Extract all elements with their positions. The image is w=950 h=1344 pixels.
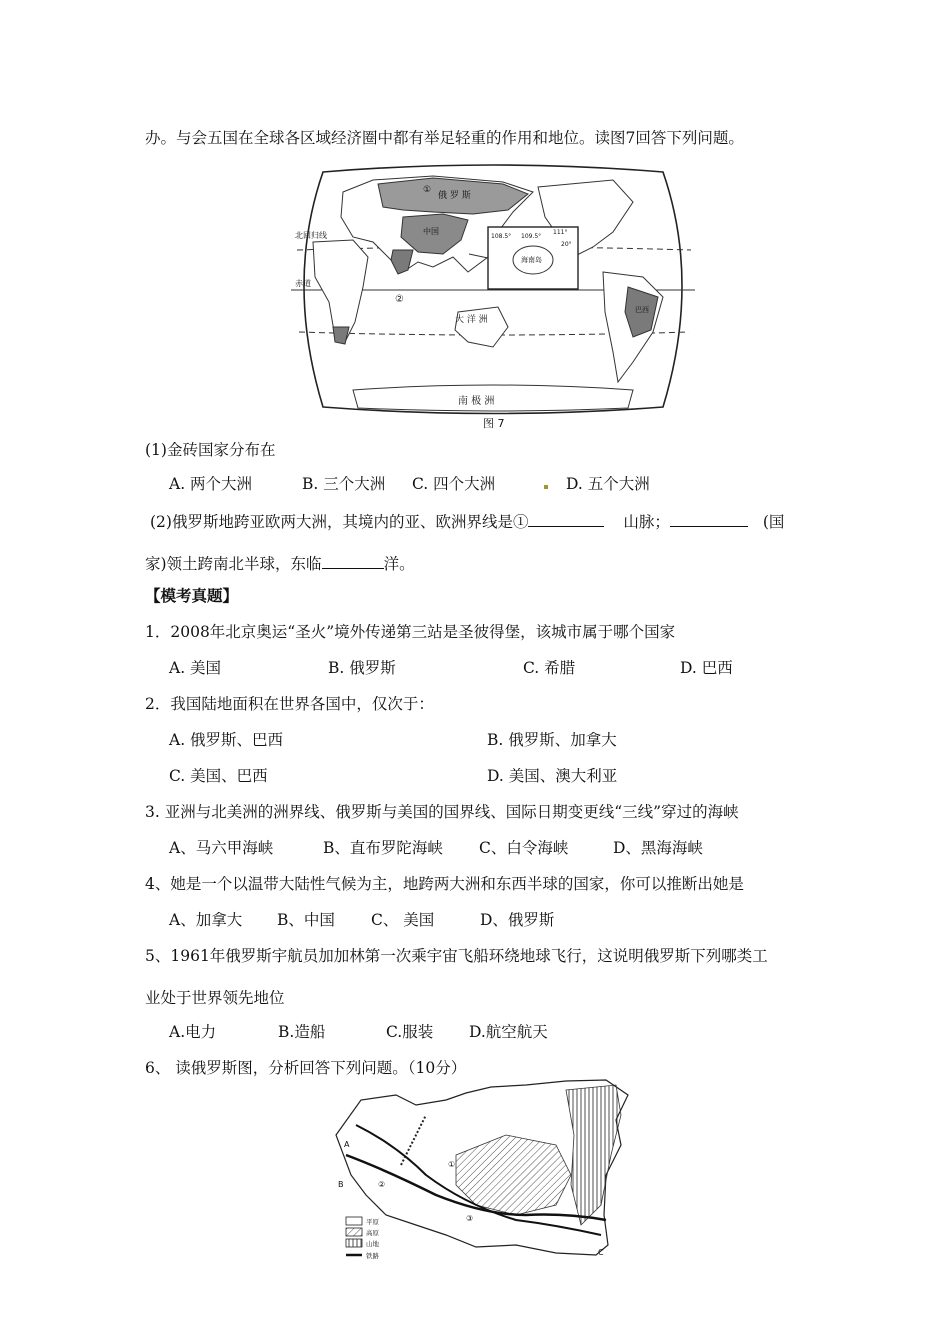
section-title: 【模考真题】 [145,586,239,605]
q2-part2: 山脉； [623,513,670,531]
q1-option-c: C. 四个大洲 [412,475,496,493]
mq5-option-b: B.造船 [278,1023,326,1041]
q2-part1: (2)俄罗斯地跨亚欧两大洲，其境内的亚、欧洲界线是① [150,513,529,531]
mq1-option-c: C. 希腊 [523,659,576,677]
q1-option-d: D. 五个大洲 [566,475,650,493]
label-inset-lng3: 111° [553,229,568,236]
intro-line: 办。与会五国在全球各区域经济圈中都有举足轻重的作用和地位。读图7回答下列问题。 [145,129,744,147]
mq5-option-a: A.电力 [169,1023,217,1041]
mq1-option-b: B. 俄罗斯 [328,659,396,677]
q1-option-a: A. 两个大洲 [169,475,253,493]
mq5-stem-line2: 业处于世界领先地位 [145,989,285,1007]
mq4-option-b: B、中国 [277,911,335,929]
legend-mountain-swatch [346,1239,362,1247]
q2-part4: 家)领土跨南北半球，东临 [145,555,322,573]
label-russia: 俄 罗 斯 [438,191,471,201]
mq1-stem: 1．2008年北京奥运“圣火”境外传递第三站是圣彼得堡，该城市属于哪个国家 [145,623,676,641]
label-antarctica: 南 极 洲 [458,396,495,407]
label-m1: ① [448,1160,456,1169]
label-b: B [338,1180,344,1189]
mq5-stem-line1: 5、1961年俄罗斯宇航员加加林第一次乘宇宙飞船环绕地球飞行，这说明俄罗斯下列哪类工 [145,947,768,965]
label-pacific: 大 洋 洲 [455,315,488,325]
label-hainan: 海南岛 [521,256,542,264]
label-m3: ③ [466,1214,474,1223]
legend-plateau-swatch [346,1228,362,1236]
q2-blank-2 [670,510,748,527]
map-caption: 图 7 [483,417,505,430]
label-mark1: ① [423,185,432,195]
mq5-option-c: C.服装 [386,1023,434,1041]
mq4-option-a: A、加拿大 [169,911,243,929]
q2-part3: (国 [762,513,785,531]
mq3-option-c: C、白令海峡 [479,839,569,857]
mq3-stem: 3. 亚洲与北美洲的洲界线、俄罗斯与美国的国界线、国际日期变更线“三线”穿过的海峡 [145,803,739,821]
label-m2: ② [378,1180,386,1189]
mq2-option-a: A. 俄罗斯、巴西 [169,731,284,749]
label-a: A [344,1140,350,1149]
q2-blank-3 [322,552,384,569]
q2-part5: 洋。 [383,555,415,573]
mq3-option-a: A、马六甲海峡 [169,839,274,857]
label-c: C [598,1248,604,1257]
mq2-option-c: C. 美国、巴西 [169,767,268,785]
legend-railway-label: 铁路 [366,1252,379,1260]
mq4-option-d: D、俄罗斯 [480,911,555,929]
label-inset-lng1: 108.5° [491,233,512,240]
legend-plain-label: 平原 [366,1218,379,1226]
mq4-stem: 4、她是一个以温带大陆性气候为主，地跨两大洲和东西半球的国家，你可以推断出她是 [145,875,744,893]
mq6-stem: 6、 读俄罗斯图，分析回答下列问题。（10分） [145,1059,467,1077]
label-brazil: 巴西 [635,306,649,314]
mq1-option-d: D. 巴西 [680,659,733,677]
russia-map-figure [316,1075,636,1265]
legend-plain-swatch [346,1217,362,1225]
mq4-option-c: C、 美国 [371,911,435,929]
label-inset-lat1: 20° [561,241,572,248]
mq2-option-d: D. 美国、澳大利亚 [487,767,618,785]
legend-plateau-label: 高原 [366,1229,379,1237]
world-map-figure [283,162,703,432]
mq5-option-d: D.航空航天 [469,1023,548,1041]
mq1-option-a: A. 美国 [169,659,222,677]
legend-mountain-label: 山地 [366,1240,379,1248]
label-equator: 赤道 [295,279,311,288]
label-tropic: 北回归线 [295,231,327,240]
mq2-stem: 2．我国陆地面积在世界各国中，仅次于： [145,695,434,713]
mq3-option-d: D、黑海海峡 [613,839,703,857]
q1-stem: (1)金砖国家分布在 [145,441,276,459]
mq3-option-b: B、直布罗陀海峡 [323,839,443,857]
q2-line2 [145,552,415,574]
label-china: 中国 [423,227,439,236]
mq2-option-b: B. 俄罗斯、加拿大 [487,731,617,749]
dot-mark [544,485,548,489]
q1-option-b: B. 三个大洲 [302,475,386,493]
label-inset-lng2: 109.5° [521,233,542,240]
label-mark2: ② [395,294,404,305]
q2-blank-1 [528,510,604,527]
q2-line1 [150,510,784,532]
